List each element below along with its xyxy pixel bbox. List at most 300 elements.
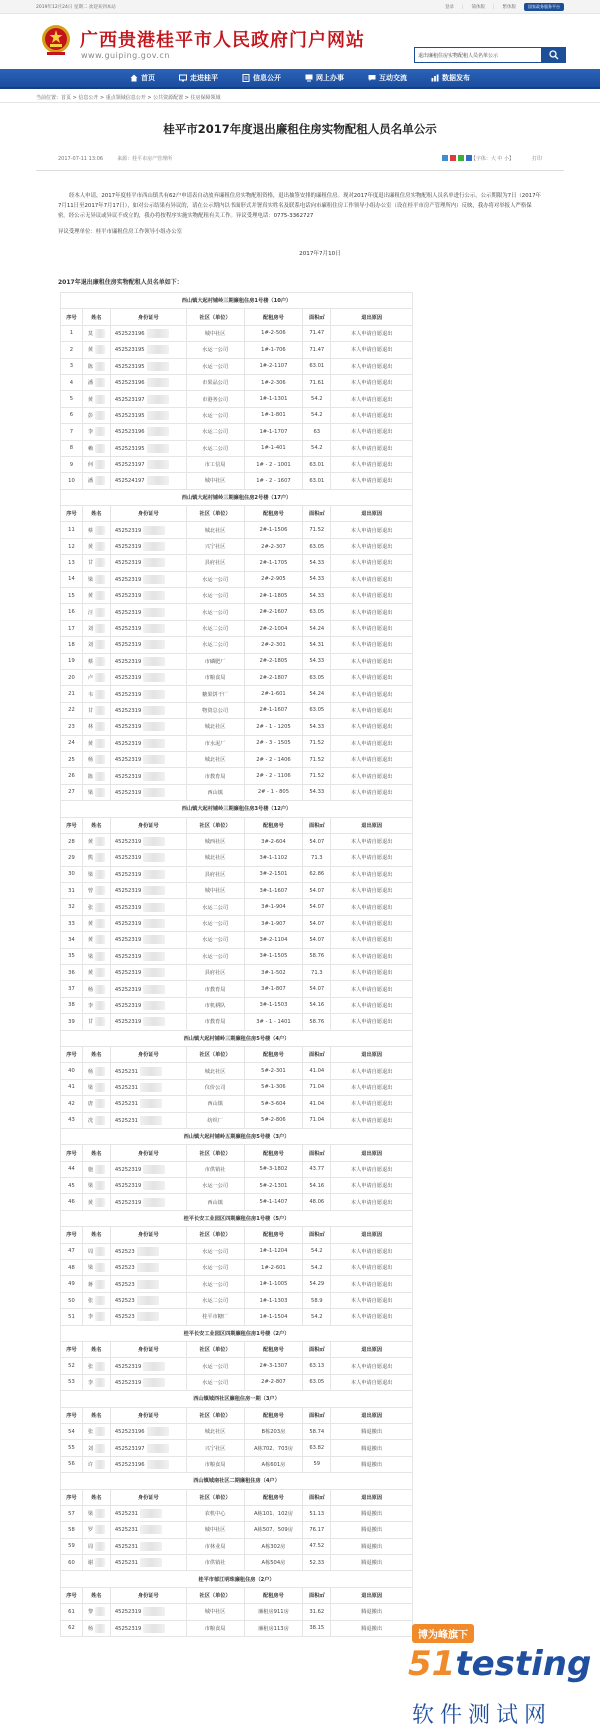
column-header: 姓名	[82, 1489, 110, 1505]
table-cell: 腾退搬出	[331, 1620, 413, 1636]
table-row	[61, 1292, 413, 1308]
name-text: 杨	[87, 1625, 94, 1632]
name-text: 潘	[87, 380, 94, 387]
redaction-blur	[140, 1083, 162, 1092]
table-cell	[110, 784, 186, 800]
table-cell	[110, 1260, 186, 1276]
table-cell: 本人申请自愿退出	[331, 866, 413, 882]
table-cell: 市水泥厂	[186, 735, 244, 751]
table-cell: 7	[61, 424, 83, 440]
name-text: 黄	[87, 593, 94, 600]
id-number-text: 45252319	[114, 609, 142, 616]
table-cell: 城北社区	[186, 1063, 244, 1079]
table-cell: 41.04	[303, 1063, 331, 1079]
table-cell: 2#-2-1607	[244, 604, 303, 620]
table-cell: 市磷肥厂	[186, 653, 244, 669]
redaction-blur	[147, 378, 169, 387]
table-row	[61, 883, 413, 899]
table-row	[61, 522, 413, 538]
name-text: 黄	[87, 347, 94, 354]
id-number-text: 4525231	[114, 1117, 138, 1124]
table-cell: 城中社区	[186, 883, 244, 899]
print-button[interactable]: 打印	[531, 156, 542, 162]
column-header: 配租房号	[244, 1342, 303, 1358]
table-cell: 5#-3-1802	[244, 1161, 303, 1177]
name-text: 黄	[87, 937, 94, 944]
table-cell: 2# - 2 - 1406	[244, 751, 303, 767]
table-cell: 本人申请自愿退出	[331, 1161, 413, 1177]
table-cell: 城中社区	[186, 325, 244, 341]
table-cell	[82, 1522, 110, 1538]
table-section-title	[61, 1473, 413, 1489]
id-number-text: 45252319	[114, 707, 142, 714]
table-cell	[110, 686, 186, 702]
table-cell: 47.52	[303, 1538, 331, 1554]
id-number-text: 45252319	[114, 544, 142, 551]
column-header: 面积㎡	[303, 817, 331, 833]
site-title[interactable]: 广西贵港桂平市人民政府门户网站	[80, 30, 365, 51]
table-cell: 2#-2-905	[244, 571, 303, 587]
table-cell	[82, 571, 110, 587]
table-row	[61, 1276, 413, 1292]
table-cell: 市林业局	[186, 1538, 244, 1554]
table-cell: 54	[61, 1423, 83, 1439]
nav-info[interactable]: 信息公开	[232, 69, 291, 87]
id-number-text: 452523	[114, 1281, 135, 1288]
column-header: 社区（单位）	[186, 1227, 244, 1243]
name-text: 甘	[87, 1019, 94, 1026]
table-cell: 62	[61, 1620, 83, 1636]
column-header: 社区（单位）	[186, 817, 244, 833]
name-text: 杨	[87, 986, 94, 993]
login-link[interactable]: 登录	[444, 5, 454, 10]
redaction-blur	[143, 657, 165, 666]
table-cell: 水运一公司	[186, 1358, 244, 1374]
table-cell	[82, 456, 110, 472]
table-cell: 1#-1-1301	[244, 391, 303, 407]
traditional-link[interactable]: 繁体版	[502, 5, 516, 10]
column-header: 社区（单位）	[186, 1407, 244, 1423]
table-cell: 本人申请自愿退出	[331, 1374, 413, 1390]
table-cell: 市港务公司	[186, 391, 244, 407]
column-header: 姓名	[82, 1046, 110, 1062]
id-number-text: 4525231	[114, 1068, 138, 1075]
table-cell: 19	[61, 653, 83, 669]
table-cell: 本人申请自愿退出	[331, 424, 413, 440]
table-cell	[82, 555, 110, 571]
section-title-cell: 桂平长安工业园区四期廉租住房1号楼（5户）	[61, 1210, 413, 1226]
table-row	[61, 686, 413, 702]
table-cell	[110, 719, 186, 735]
table-cell: 本人申请自愿退出	[331, 915, 413, 931]
table-cell	[110, 1374, 186, 1390]
name-text: 李	[87, 1379, 94, 1386]
table-cell: 2# - 1 - 805	[244, 784, 303, 800]
table-cell: 16	[61, 604, 83, 620]
table-cell: 54.07	[303, 981, 331, 997]
home-icon	[130, 74, 138, 82]
name-text: 何	[87, 462, 94, 469]
table-cell	[110, 1178, 186, 1194]
table-cell	[82, 538, 110, 554]
document-icon	[242, 74, 250, 82]
id-number-text: 452523197	[114, 396, 145, 403]
id-number-text: 452523197	[114, 1445, 145, 1452]
redaction-blur	[95, 575, 105, 584]
table-cell: 58.76	[303, 948, 331, 964]
table-cell	[82, 669, 110, 685]
table-section-title	[61, 489, 413, 505]
section-title-cell: 西山镇大起村铺岭三期廉租住房1号楼（10户）	[61, 293, 413, 309]
table-section-title	[61, 1210, 413, 1226]
redaction-blur	[143, 1198, 165, 1207]
table-cell: 本人申请自愿退出	[331, 456, 413, 472]
column-header: 配租房号	[244, 309, 303, 325]
table-cell	[82, 424, 110, 440]
table-cell	[110, 1555, 186, 1571]
table-cell: 1#-1-1504	[244, 1309, 303, 1325]
redaction-blur	[95, 968, 105, 977]
table-header-row	[61, 1407, 413, 1423]
table-row	[61, 1358, 413, 1374]
chart-icon	[431, 74, 439, 82]
table-cell: 3#-1-1607	[244, 883, 303, 899]
column-header: 社区（单位）	[186, 1342, 244, 1358]
column-header: 序号	[61, 1342, 83, 1358]
redaction-blur	[143, 919, 165, 928]
table-cell: 52.33	[303, 1555, 331, 1571]
redaction-blur	[143, 722, 165, 731]
table-cell: 本人申请自愿退出	[331, 997, 413, 1013]
table-cell	[110, 1604, 186, 1620]
table-cell	[110, 555, 186, 571]
nav-home[interactable]: 首页	[120, 69, 165, 87]
table-cell	[82, 407, 110, 423]
table-cell: A栋507、509房	[244, 1522, 303, 1538]
table-row	[61, 604, 413, 620]
redaction-blur	[95, 1542, 105, 1551]
table-row	[61, 915, 413, 931]
id-number-text: 452523195	[114, 412, 145, 419]
redaction-blur	[143, 952, 165, 961]
redaction-blur	[137, 1312, 159, 1321]
table-cell: 本人申请自愿退出	[331, 850, 413, 866]
table-cell	[82, 620, 110, 636]
table-row	[61, 620, 413, 636]
table-cell	[82, 719, 110, 735]
table-cell: 本人申请自愿退出	[331, 538, 413, 554]
table-cell	[82, 358, 110, 374]
redaction-blur	[95, 624, 105, 633]
name-text: 黄	[87, 1199, 94, 1206]
table-cell: 2#-1-1506	[244, 522, 303, 538]
table-cell: 水运一公司	[186, 358, 244, 374]
redaction-blur	[95, 542, 105, 551]
table-cell: 62.86	[303, 866, 331, 882]
table-cell: 63.82	[303, 1440, 331, 1456]
redaction-blur	[95, 1558, 105, 1567]
table-cell: 西山镇	[186, 784, 244, 800]
table-cell: 仪价公司	[186, 1079, 244, 1095]
redaction-blur	[95, 427, 105, 436]
table-cell: 23	[61, 719, 83, 735]
table-cell: 17	[61, 620, 83, 636]
name-text: 黄	[87, 396, 94, 403]
name-text: 陈	[87, 363, 94, 370]
table-cell	[110, 932, 186, 948]
id-number-text: 452523	[114, 1298, 135, 1305]
table-row	[61, 784, 413, 800]
redaction-blur	[95, 476, 105, 485]
table-cell	[82, 965, 110, 981]
table-cell: 水运一公司	[186, 1178, 244, 1194]
table-cell: 1#-1-401	[244, 440, 303, 456]
table-cell: 本人申请自愿退出	[331, 1063, 413, 1079]
table-cell	[110, 1309, 186, 1325]
section-title-cell: 西山镇大起村铺岭三期廉租住房3号楼（12户）	[61, 801, 413, 817]
redaction-blur	[95, 1607, 105, 1616]
table-cell: 54.2	[303, 440, 331, 456]
table-cell: 本人申请自愿退出	[331, 1358, 413, 1374]
table-cell	[82, 1620, 110, 1636]
table-cell	[82, 1112, 110, 1128]
table-cell	[110, 342, 186, 358]
table-cell: 2# - 1 - 1205	[244, 719, 303, 735]
table-cell	[82, 997, 110, 1013]
table-cell: 58.9	[303, 1292, 331, 1308]
name-text: 黎	[87, 1609, 94, 1616]
breadcrumb[interactable]: 当前位置：首页 > 信息公开 > 重点领域信息公开 > 公共资源配置 > 住房保障领域	[0, 89, 600, 103]
column-header: 序号	[61, 1489, 83, 1505]
id-number-text: 45252319	[114, 970, 142, 977]
redaction-blur	[95, 886, 105, 895]
nav-services[interactable]: 网上办事	[295, 69, 354, 87]
table-cell: 37	[61, 981, 83, 997]
gov-service-badge[interactable]: 国家政务服务平台	[524, 3, 564, 11]
table-cell	[110, 1522, 186, 1538]
id-number-text: 45252319	[114, 855, 142, 862]
id-number-text: 45252319	[114, 888, 142, 895]
column-header: 身份证号	[110, 1227, 186, 1243]
column-header: 姓名	[82, 1145, 110, 1161]
table-cell: 3	[61, 358, 83, 374]
column-header: 退出原因	[331, 1342, 413, 1358]
table-cell: 58.74	[303, 1423, 331, 1439]
table-cell: 本人申请自愿退出	[331, 374, 413, 390]
search-input[interactable]: 退出廉租住房实物配租人员名单公示	[414, 47, 542, 63]
table-cell: 腾退搬出	[331, 1505, 413, 1521]
share-qzone-icon[interactable]	[442, 155, 448, 161]
column-header: 退出原因	[331, 1489, 413, 1505]
search-button[interactable]	[542, 47, 566, 63]
redaction-blur	[143, 968, 165, 977]
redaction-blur	[95, 526, 105, 535]
table-row	[61, 325, 413, 341]
table-cell	[110, 1112, 186, 1128]
redaction-blur	[143, 1624, 165, 1633]
id-number-text: 45252319	[114, 1199, 142, 1206]
table-cell: 2#-1-1705	[244, 555, 303, 571]
table-cell: 50	[61, 1292, 83, 1308]
redaction-blur	[140, 1558, 162, 1567]
table-cell: 11	[61, 522, 83, 538]
table-cell: 腾退搬出	[331, 1538, 413, 1554]
nav-about[interactable]: 走进桂平	[169, 69, 228, 87]
table-cell: 城中社区	[186, 473, 244, 489]
table-cell	[82, 1079, 110, 1095]
font-size-switch[interactable]: 【字体：大 中 小】	[470, 156, 514, 162]
table-section-title	[61, 1571, 413, 1587]
table-cell: 廉租房113房	[244, 1620, 303, 1636]
redaction-blur	[143, 935, 165, 944]
table-cell: 水运一公司	[186, 932, 244, 948]
section-title-cell: 西山镇大起村铺岭三期廉租住房5号楼（4户）	[61, 1030, 413, 1046]
redaction-blur	[140, 1116, 162, 1125]
redaction-blur	[147, 345, 169, 354]
nav-data[interactable]: 数据发布	[421, 69, 480, 87]
redaction-blur	[95, 411, 105, 420]
table-header-row	[61, 1342, 413, 1358]
redaction-blur	[147, 411, 169, 420]
table-cell: 2# - 3 - 1505	[244, 735, 303, 751]
column-header: 配租房号	[244, 1046, 303, 1062]
table-row	[61, 374, 413, 390]
table-cell	[110, 1161, 186, 1177]
table-cell: 58.76	[303, 1014, 331, 1030]
redaction-blur	[95, 608, 105, 617]
name-text: 李	[87, 1002, 94, 1009]
redaction-blur	[95, 640, 105, 649]
id-number-text: 452523	[114, 1314, 135, 1321]
table-cell: 45	[61, 1178, 83, 1194]
table-cell: 8	[61, 440, 83, 456]
table-cell: 38.15	[303, 1620, 331, 1636]
name-text: 黄	[87, 921, 94, 928]
table-cell	[110, 325, 186, 341]
table-cell	[110, 440, 186, 456]
table-cell: 城北社区	[186, 522, 244, 538]
table-cell: 35	[61, 948, 83, 964]
table-row	[61, 1161, 413, 1177]
redaction-blur	[95, 870, 105, 879]
column-header: 配租房号	[244, 817, 303, 833]
table-cell	[110, 1440, 186, 1456]
table-section-title	[61, 293, 413, 309]
column-header: 面积㎡	[303, 1145, 331, 1161]
article-meta	[36, 155, 564, 171]
column-header: 序号	[61, 506, 83, 522]
table-cell	[110, 1096, 186, 1112]
table-cell: 54.07	[303, 833, 331, 849]
publish-date: 2017-07-11 13:06	[58, 155, 104, 162]
name-text: 梁	[87, 1265, 94, 1272]
table-cell	[110, 669, 186, 685]
table-cell: 63.13	[303, 1358, 331, 1374]
share-weibo-icon[interactable]	[450, 155, 456, 161]
column-header: 序号	[61, 1046, 83, 1062]
table-cell: 本人申请自愿退出	[331, 588, 413, 604]
table-cell: 本人申请自愿退出	[331, 358, 413, 374]
table-cell: 54.2	[303, 1260, 331, 1276]
table-cell: 本人申请自愿退出	[331, 1292, 413, 1308]
table-cell: 本人申请自愿退出	[331, 751, 413, 767]
table-cell: 54.2	[303, 407, 331, 423]
table-cell: 27	[61, 784, 83, 800]
table-cell	[110, 588, 186, 604]
table-cell: 15	[61, 588, 83, 604]
table-cell: 21	[61, 686, 83, 702]
table-cell: 38	[61, 997, 83, 1013]
column-header: 社区（单位）	[186, 1046, 244, 1062]
id-number-text: 452523196	[114, 380, 145, 387]
table-row	[61, 1178, 413, 1194]
table-cell	[82, 1292, 110, 1308]
table-cell	[110, 735, 186, 751]
table-row	[61, 1456, 413, 1472]
share-wechat-icon[interactable]	[458, 155, 464, 161]
redaction-blur	[95, 739, 105, 748]
watermark	[404, 1624, 594, 1728]
table-cell: 本人申请自愿退出	[331, 620, 413, 636]
column-header: 序号	[61, 1227, 83, 1243]
table-cell	[82, 374, 110, 390]
nav-interaction[interactable]: 互动交流	[358, 69, 417, 87]
redaction-blur	[143, 903, 165, 912]
table-cell	[110, 866, 186, 882]
redaction-blur	[143, 1001, 165, 1010]
redaction-blur	[143, 772, 165, 781]
table-cell: 桂平市糖厂	[186, 1309, 244, 1325]
id-number-text: 45252319	[114, 593, 142, 600]
table-cell: 1#-1-1707	[244, 424, 303, 440]
table-cell: 城北社区	[186, 751, 244, 767]
id-number-text: 45252319	[114, 839, 142, 846]
column-header: 退出原因	[331, 1587, 413, 1603]
section-title-cell: 西山镇大起村铺岭三期廉租住房2号楼（17户）	[61, 489, 413, 505]
column-header: 序号	[61, 1145, 83, 1161]
name-text: 赖	[87, 445, 94, 452]
table-cell: 63	[303, 424, 331, 440]
table-cell: 54.33	[303, 588, 331, 604]
table-cell: 5#-1-1407	[244, 1194, 303, 1210]
table-row	[61, 588, 413, 604]
table-cell: 本人申请自愿退出	[331, 1079, 413, 1095]
table-cell	[82, 440, 110, 456]
table-cell: 63.01	[303, 473, 331, 489]
id-number-text: 45252319	[114, 626, 142, 632]
table-cell: 水运一公司	[186, 604, 244, 620]
column-header: 配租房号	[244, 1227, 303, 1243]
table-cell	[110, 1063, 186, 1079]
table-cell: 本人申请自愿退出	[331, 571, 413, 587]
table-header-row	[61, 1587, 413, 1603]
redaction-blur	[147, 1444, 169, 1453]
table-cell	[82, 784, 110, 800]
id-number-text: 45252319	[114, 1183, 142, 1190]
table-section-title	[61, 1325, 413, 1341]
simplified-link[interactable]: 简体版	[471, 5, 485, 10]
table-cell: 57	[61, 1505, 83, 1521]
table-cell: 市供销社	[186, 1555, 244, 1571]
redaction-blur	[143, 853, 165, 862]
id-number-text: 45252319	[114, 1625, 142, 1632]
name-text: 黄	[87, 544, 94, 551]
table-cell	[82, 1358, 110, 1374]
redaction-blur	[147, 1427, 169, 1436]
name-text: 梁	[87, 789, 94, 796]
table-row	[61, 1063, 413, 1079]
name-text: 张	[87, 1429, 94, 1436]
